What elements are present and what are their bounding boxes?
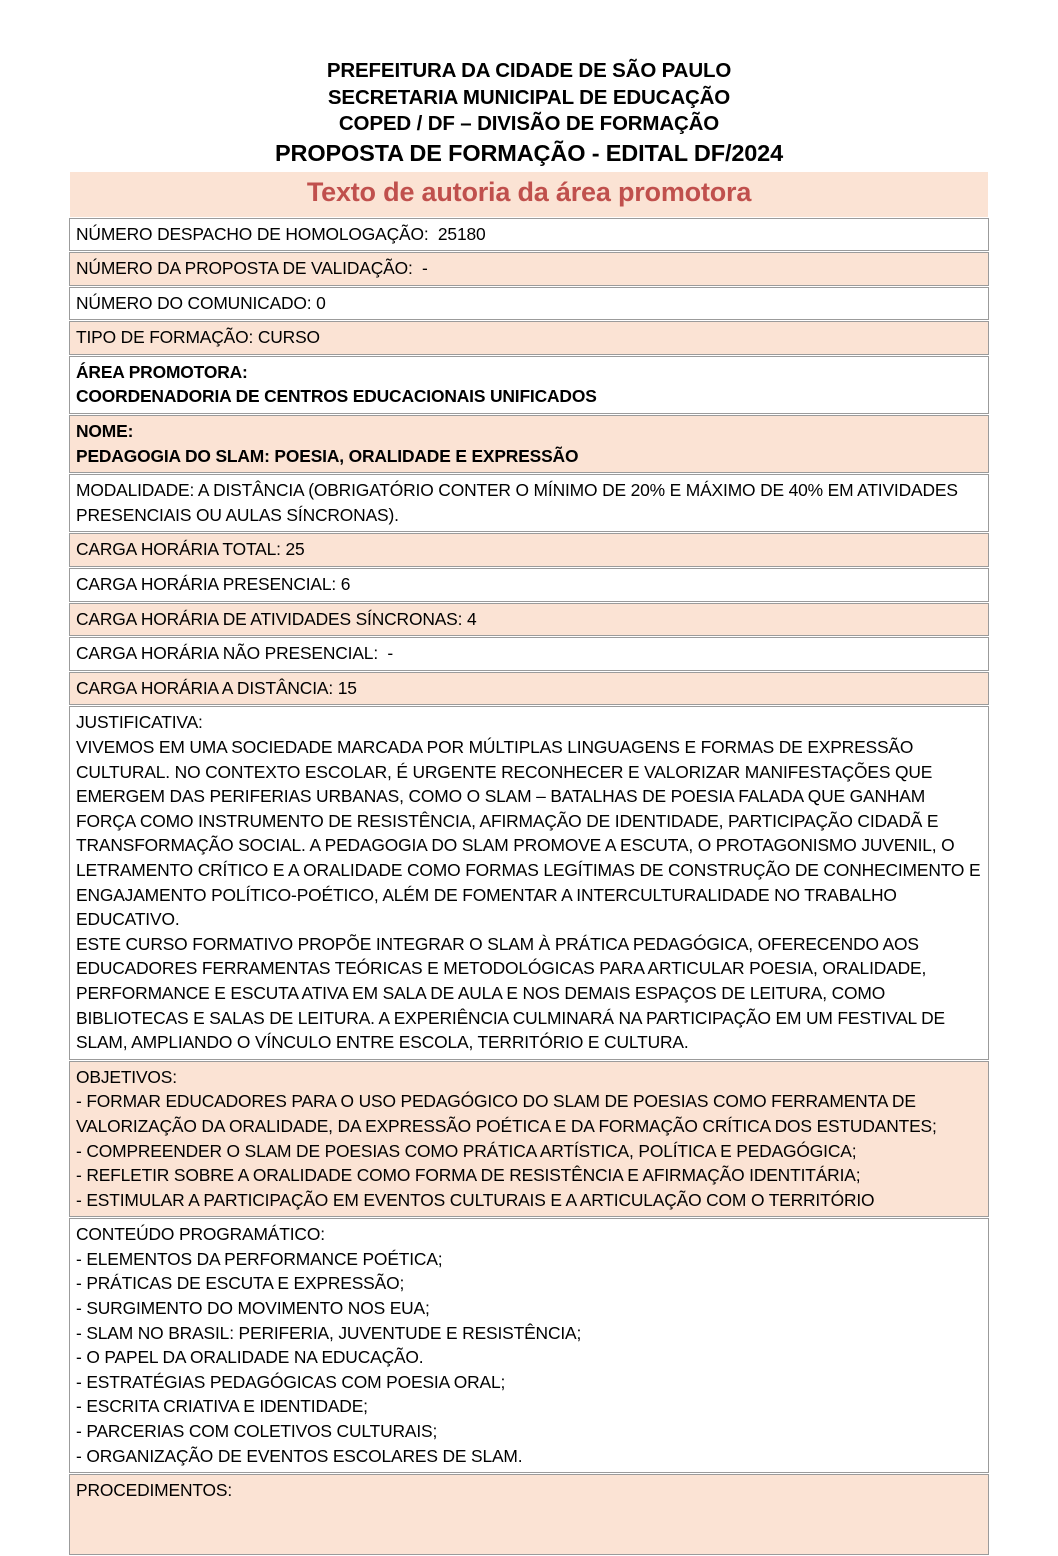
objetivos-item: - COMPREENDER O SLAM DE POESIAS COMO PRÁTICA ARTÍSTICA, POLÍTICA E PEDAGÓGICA; <box>76 1139 984 1164</box>
objetivos-label: OBJETIVOS: <box>76 1065 984 1090</box>
header-line-secretaria: SECRETARIA MUNICIPAL DE EDUCAÇÃO <box>0 85 1058 112</box>
ch-sincronas-text: CARGA HORÁRIA DE ATIVIDADES SÍNCRONAS: 4 <box>76 607 984 632</box>
procedimentos-label: PROCEDIMENTOS: <box>76 1478 984 1503</box>
conteudo-label: CONTEÚDO PROGRAMÁTICO: <box>76 1222 984 1247</box>
conteudo-item: - PARCERIAS COM COLETIVOS CULTURAIS; <box>76 1419 984 1444</box>
cell-procedimentos <box>69 1474 989 1555</box>
table-row-ch-distancia <box>69 672 989 706</box>
cell-ch-total <box>69 533 989 567</box>
table-row-ch-nao-presencial <box>69 637 989 671</box>
conteudo-item: - ESTRATÉGIAS PEDAGÓGICAS COM POESIA ORAL; <box>76 1370 984 1395</box>
objetivos-item: - ESTIMULAR A PARTICIPAÇÃO EM EVENTOS CULTURAIS E A ARTICULAÇÃO COM O TERRITÓRIO <box>76 1188 984 1213</box>
tipo-formacao-text: TIPO DE FORMAÇÃO: CURSO <box>76 325 984 350</box>
header-line-coped: COPED / DF – DIVISÃO DE FORMAÇÃO <box>0 111 1058 138</box>
area-promotora-label: ÁREA PROMOTORA: <box>76 360 984 385</box>
cell-ch-presencial <box>69 568 989 602</box>
cell-ch-nao-presencial <box>69 637 989 671</box>
ch-total-text: CARGA HORÁRIA TOTAL: 25 <box>76 537 984 562</box>
justificativa-paragraph-1: VIVEMOS EM UMA SOCIEDADE MARCADA POR MÚLTIPLAS LINGUAGENS E FORMAS DE EXPRESSÃO CULTURAL. NO CONTEXTO ESCOLAR, É URGENTE RECONHECER E VALORIZAR MANIFESTAÇÕES QUE EMERGEM DAS PERIFERIAS URBANAS, COMO O SLAM – BATALHAS DE POESIA FALADA QUE GANHAM FORÇA COMO INSTRUMENTO DE RESISTÊNCIA, AFIRMAÇÃO DE IDENTIDADE, PARTICIPAÇÃO CIDADÃ E TRANSFORMAÇÃO SOCIAL. A PEDAGOGIA DO SLAM PROMOVE A ESCUTA, O PROTAGONISMO JUVENIL, O LETRAMENTO CRÍTICO E A ORALIDADE COMO FORMAS LEGÍTIMAS DE CONSTRUÇÃO DE CONHECIMENTO E ENGAJAMENTO POLÍTICO-POÉTICO, ALÉM DE FOMENTAR A INTERCULTURALIDADE NO TRABALHO EDUCATIVO. <box>76 735 984 932</box>
table-row-nome <box>69 415 989 473</box>
conteudo-item: - PRÁTICAS DE ESCUTA E EXPRESSÃO; <box>76 1271 984 1296</box>
header-line-prefeitura: PREFEITURA DA CIDADE DE SÃO PAULO <box>0 58 1058 85</box>
objetivos-item: - FORMAR EDUCADORES PARA O USO PEDAGÓGICO DO SLAM DE POESIAS COMO FERRAMENTA DE VALORIZAÇÃO DA ORALIDADE, DA EXPRESSÃO POÉTICA E DA FORMAÇÃO CRÍTICA DOS ESTUDANTES; <box>76 1089 984 1138</box>
nome-label: NOME: <box>76 419 984 444</box>
ch-nao-presencial-text: CARGA HORÁRIA NÃO PRESENCIAL: - <box>76 641 984 666</box>
table-row-area-promotora <box>69 356 989 414</box>
objetivos-item: - REFLETIR SOBRE A ORALIDADE COMO FORMA DE RESISTÊNCIA E AFIRMAÇÃO IDENTITÁRIA; <box>76 1163 984 1188</box>
proposta-validacao-text: NÚMERO DA PROPOSTA DE VALIDAÇÃO: - <box>76 256 984 281</box>
conteudo-item: - O PAPEL DA ORALIDADE NA EDUCAÇÃO. <box>76 1345 984 1370</box>
proposta-table <box>69 217 989 1556</box>
conteudo-item: - ORGANIZAÇÃO DE EVENTOS ESCOLARES DE SLAM. <box>76 1444 984 1469</box>
table-row-proposta-validacao <box>69 252 989 286</box>
table-row-ch-presencial <box>69 568 989 602</box>
conteudo-item: - SLAM NO BRASIL: PERIFERIA, JUVENTUDE E RESISTÊNCIA; <box>76 1321 984 1346</box>
cell-despacho <box>69 218 989 252</box>
table-row-comunicado <box>69 287 989 321</box>
cell-conteudo-programatico <box>69 1218 989 1473</box>
nome-value: PEDAGOGIA DO SLAM: POESIA, ORALIDADE E EXPRESSÃO <box>76 444 984 469</box>
conteudo-item: - ESCRITA CRIATIVA E IDENTIDADE; <box>76 1394 984 1419</box>
cell-area-promotora <box>69 356 989 414</box>
table-row-conteudo-programatico <box>69 1218 989 1473</box>
banner-texto-autoria <box>70 172 988 217</box>
cell-ch-distancia <box>69 672 989 706</box>
modalidade-text: MODALIDADE: A DISTÂNCIA (OBRIGATÓRIO CONTER O MÍNIMO DE 20% E MÁXIMO DE 40% EM ATIVIDADES PRESENCIAIS OU AULAS SÍNCRONAS). <box>76 478 984 527</box>
table-row-despacho <box>69 218 989 252</box>
table-row-procedimentos <box>69 1474 989 1555</box>
table-row-ch-total <box>69 533 989 567</box>
conteudo-item: - ELEMENTOS DA PERFORMANCE POÉTICA; <box>76 1247 984 1272</box>
justificativa-paragraph-2: ESTE CURSO FORMATIVO PROPÕE INTEGRAR O SLAM À PRÁTICA PEDAGÓGICA, OFERECENDO AOS EDUCADORES FERRAMENTAS TEÓRICAS E METODOLÓGICAS PARA ARTICULAR POESIA, ORALIDADE, PERFORMANCE E ESCUTA ATIVA EM SALA DE AULA E NOS DEMAIS ESPAÇOS DE LEITURA, COMO BIBLIOTECAS E SALAS DE LEITURA. A EXPERIÊNCIA CULMINARÁ NA PARTICIPAÇÃO EM UM FESTIVAL DE SLAM, AMPLIANDO O VÍNCULO ENTRE ESCOLA, TERRITÓRIO E CULTURA. <box>76 932 984 1055</box>
comunicado-text: NÚMERO DO COMUNICADO: 0 <box>76 291 984 316</box>
document-header <box>0 0 1058 169</box>
cell-tipo-formacao <box>69 321 989 355</box>
table-row-modalidade <box>69 474 989 532</box>
banner-label: Texto de autoria da área promotora <box>70 176 988 209</box>
cell-justificativa <box>69 706 989 1059</box>
cell-objetivos <box>69 1061 989 1218</box>
justificativa-label: JUSTIFICATIVA: <box>76 710 984 735</box>
table-row-justificativa <box>69 706 989 1059</box>
cell-ch-sincronas <box>69 603 989 637</box>
conteudo-item: - SURGIMENTO DO MOVIMENTO NOS EUA; <box>76 1296 984 1321</box>
cell-nome <box>69 415 989 473</box>
cell-comunicado <box>69 287 989 321</box>
area-promotora-value: COORDENADORIA DE CENTROS EDUCACIONAIS UNIFICADOS <box>76 384 984 409</box>
cell-proposta-validacao <box>69 252 989 286</box>
ch-presencial-text: CARGA HORÁRIA PRESENCIAL: 6 <box>76 572 984 597</box>
header-line-proposta: PROPOSTA DE FORMAÇÃO - EDITAL DF/2024 <box>0 138 1058 169</box>
table-row-objetivos <box>69 1061 989 1218</box>
cell-modalidade <box>69 474 989 532</box>
ch-distancia-text: CARGA HORÁRIA A DISTÂNCIA: 15 <box>76 676 984 701</box>
table-row-ch-sincronas <box>69 603 989 637</box>
table-row-tipo-formacao <box>69 321 989 355</box>
despacho-text: NÚMERO DESPACHO DE HOMOLOGAÇÃO: 25180 <box>76 222 984 247</box>
